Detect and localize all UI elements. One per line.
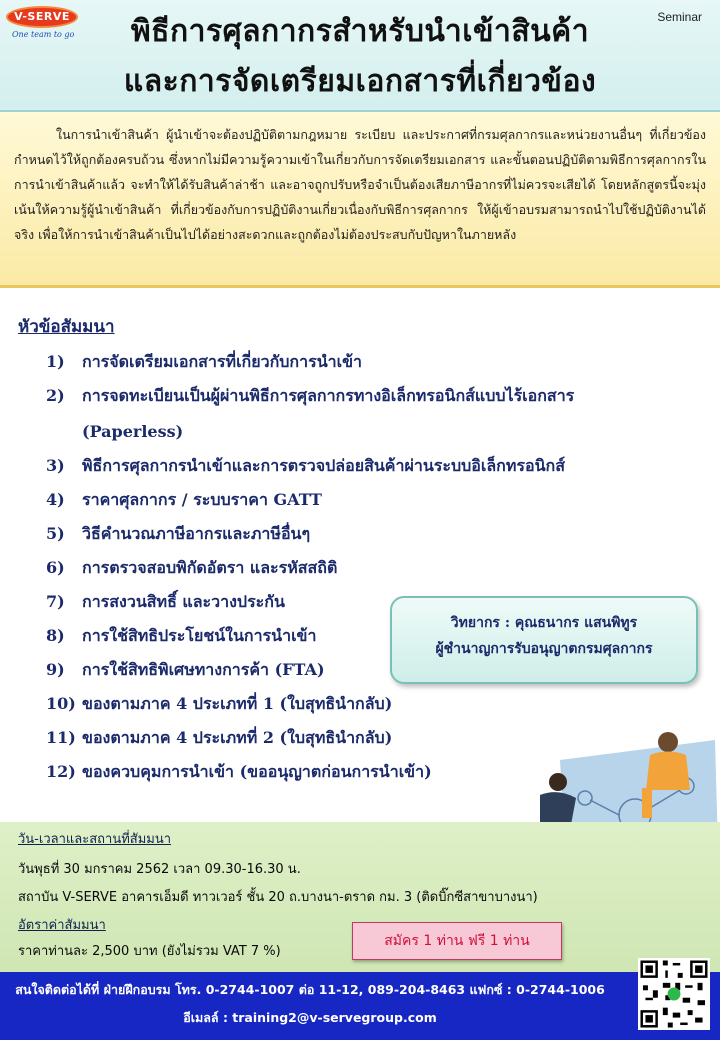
topic-text: การใช้สิทธิพิเศษทางการค้า (FTA) (82, 660, 325, 679)
venue-place: สถาบัน V-SERVE อาคารเอ็มดี ทาวเวอร์ ชั้น 20 ถ.บางนา-ตราด กม. 3 (ติดบิ๊กซีสาขาบางนา) (18, 890, 538, 905)
speaker-box (390, 596, 698, 684)
header-banner (0, 0, 720, 112)
page-title-line-1: พิธีการศุลกากรสำหรับนำเข้าสินค้า (130, 14, 590, 49)
person2-head-icon (549, 773, 567, 791)
logo-mark: V-SERVE (6, 6, 78, 28)
topic-number: 11) (46, 728, 76, 747)
logo-tagline: One team to go (12, 30, 75, 39)
venue-heading: วัน-เวลาและสถานที่สัมมนา (18, 832, 172, 847)
topic-number: 7) (46, 592, 65, 611)
person-arm-icon (642, 788, 652, 818)
topic-text: พิธีการศุลกากรนำเข้าและการตรวจปล่อยสินค้าผ่านระบบอิเล็กทรอนิกส์ (82, 456, 565, 475)
topic-item (46, 524, 656, 544)
contact-phone: สนใจติดต่อได้ที่ ฝ่ายฝึกอบรม โทร. 0-2744-1007 ต่อ 11-12, 089-204-8463 แฟกซ์ : 0-2744-1006 (15, 982, 605, 997)
speaker-title: ผู้ชำนาญการรับอนุญาตกรมศุลกากร (435, 641, 653, 657)
topic-number: 1) (46, 352, 65, 371)
topic-text-continued: (Paperless) (82, 422, 184, 441)
topic-number: 4) (46, 490, 65, 509)
page-title-line-2: และการจัดเตรียมเอกสารที่เกี่ยวข้อง (123, 64, 597, 99)
topic-text: การจดทะเบียนเป็นผู้ผ่านพิธีการศุลกากรทางอิเล็กทรอนิกส์แบบไร้เอกสาร (82, 386, 575, 405)
person-body-icon (646, 752, 690, 791)
line-logo-icon (668, 988, 681, 1001)
fee-amount: ราคาท่านละ 2,500 บาท (ยังไม่รวม VAT 7 %) (18, 944, 281, 959)
footer-contact-bar (0, 972, 720, 1040)
contact-email[interactable]: อีเมลล์ : training2@v-servegroup.com (183, 1010, 437, 1025)
topic-number: 12) (46, 762, 76, 781)
topic-number: 10) (46, 694, 76, 713)
topic-text: การใช้สิทธิประโยชน์ในการนำเข้า (82, 626, 317, 645)
topic-number: 8) (46, 626, 65, 645)
topic-number: 6) (46, 558, 65, 577)
fee-heading: อัตราค่าสัมมนา (18, 918, 106, 933)
venue-date: วันพุธที่ 30 มกราคม 2562 เวลา 09.30-16.30 น. (18, 862, 301, 877)
topic-item (46, 352, 656, 372)
topic-text: ราคาศุลกากร / ระบบราคา GATT (82, 490, 322, 509)
topic-number: 5) (46, 524, 65, 543)
topic-text: การสงวนสิทธิ์ และวางประกัน (82, 592, 285, 611)
topic-item (46, 490, 656, 510)
topic-item (46, 456, 656, 476)
topic-text: ของควบคุมการนำเข้า (ขออนุญาตก่อนการนำเข้า) (82, 762, 432, 781)
topic-text: ของตามภาค 4 ประเภทที่ 1 (ใบสุทธินำกลับ) (82, 694, 393, 713)
topics-heading: หัวข้อสัมมนา (18, 317, 115, 337)
topic-number: 2) (46, 386, 65, 405)
promo-badge: สมัคร 1 ท่าน ฟรี 1 ท่าน (352, 922, 562, 960)
person-head-icon (658, 732, 678, 752)
topic-text: การจัดเตรียมเอกสารที่เกี่ยวกับการนำเข้า (82, 352, 362, 371)
topic-text: การตรวจสอบพิกัดอัตรา และรหัสสถิติ (82, 558, 338, 577)
speaker-name: วิทยากร : คุณธนากร แสนพิทูร (450, 615, 638, 631)
topic-item (46, 386, 656, 442)
topic-text: ของตามภาค 4 ประเภทที่ 2 (ใบสุทธินำกลับ) (82, 728, 393, 747)
topic-number: 9) (46, 660, 65, 679)
topic-item (46, 694, 656, 714)
topic-item (46, 558, 656, 578)
qr-code-icon[interactable] (638, 958, 710, 1030)
seminar-label: Seminar (657, 10, 702, 24)
intro-paragraph: ในการนำเข้าสินค้า ผู้นำเข้าจะต้องปฏิบัติตามกฎหมาย ระเบียบ และประกาศที่กรมศุลกากรและหน่วยงานอื่นๆ ที่เกี่ยวข้อง กำหนดไว้ให้ถูกต้องครบถ้วน ซึ่งหากไม่มีความรู้ความเข้าในเกี่ยวกับการจัดเตรียมเอกสาร และขั้นตอนปฏิบัติตามพิธีการศุลกากรในการนำเข้าสินค้าแล้ว จะทำให้ได้รับสินค้าล่าช้า และอาจถูกปรับหรือจำเป็นต้องเสียภาษีอากรที่ไม่ควรจะเสียได้ โดยหลักสูตรนี้จะมุ่งเน้นให้ความรู้ผู้นำเข้าสินค้า ที่เกี่ยวข้องกับการปฏิบัติงานเกี่ยวเนื่องกับพิธีการศุลกากร ให้ผู้เข้าอบรมสามารถนำไปใช้ปฏิบัติงานได้จริง เพื่อให้การนำเข้าสินค้าเป็นไปได้อย่างสะดวกและถูกต้องไม่ต้องประสบกับปัญหาในภายหลัง (0, 112, 720, 288)
topic-text: วิธีคำนวณภาษีอากรและภาษีอื่นๆ (82, 524, 311, 543)
topic-number: 3) (46, 456, 65, 475)
